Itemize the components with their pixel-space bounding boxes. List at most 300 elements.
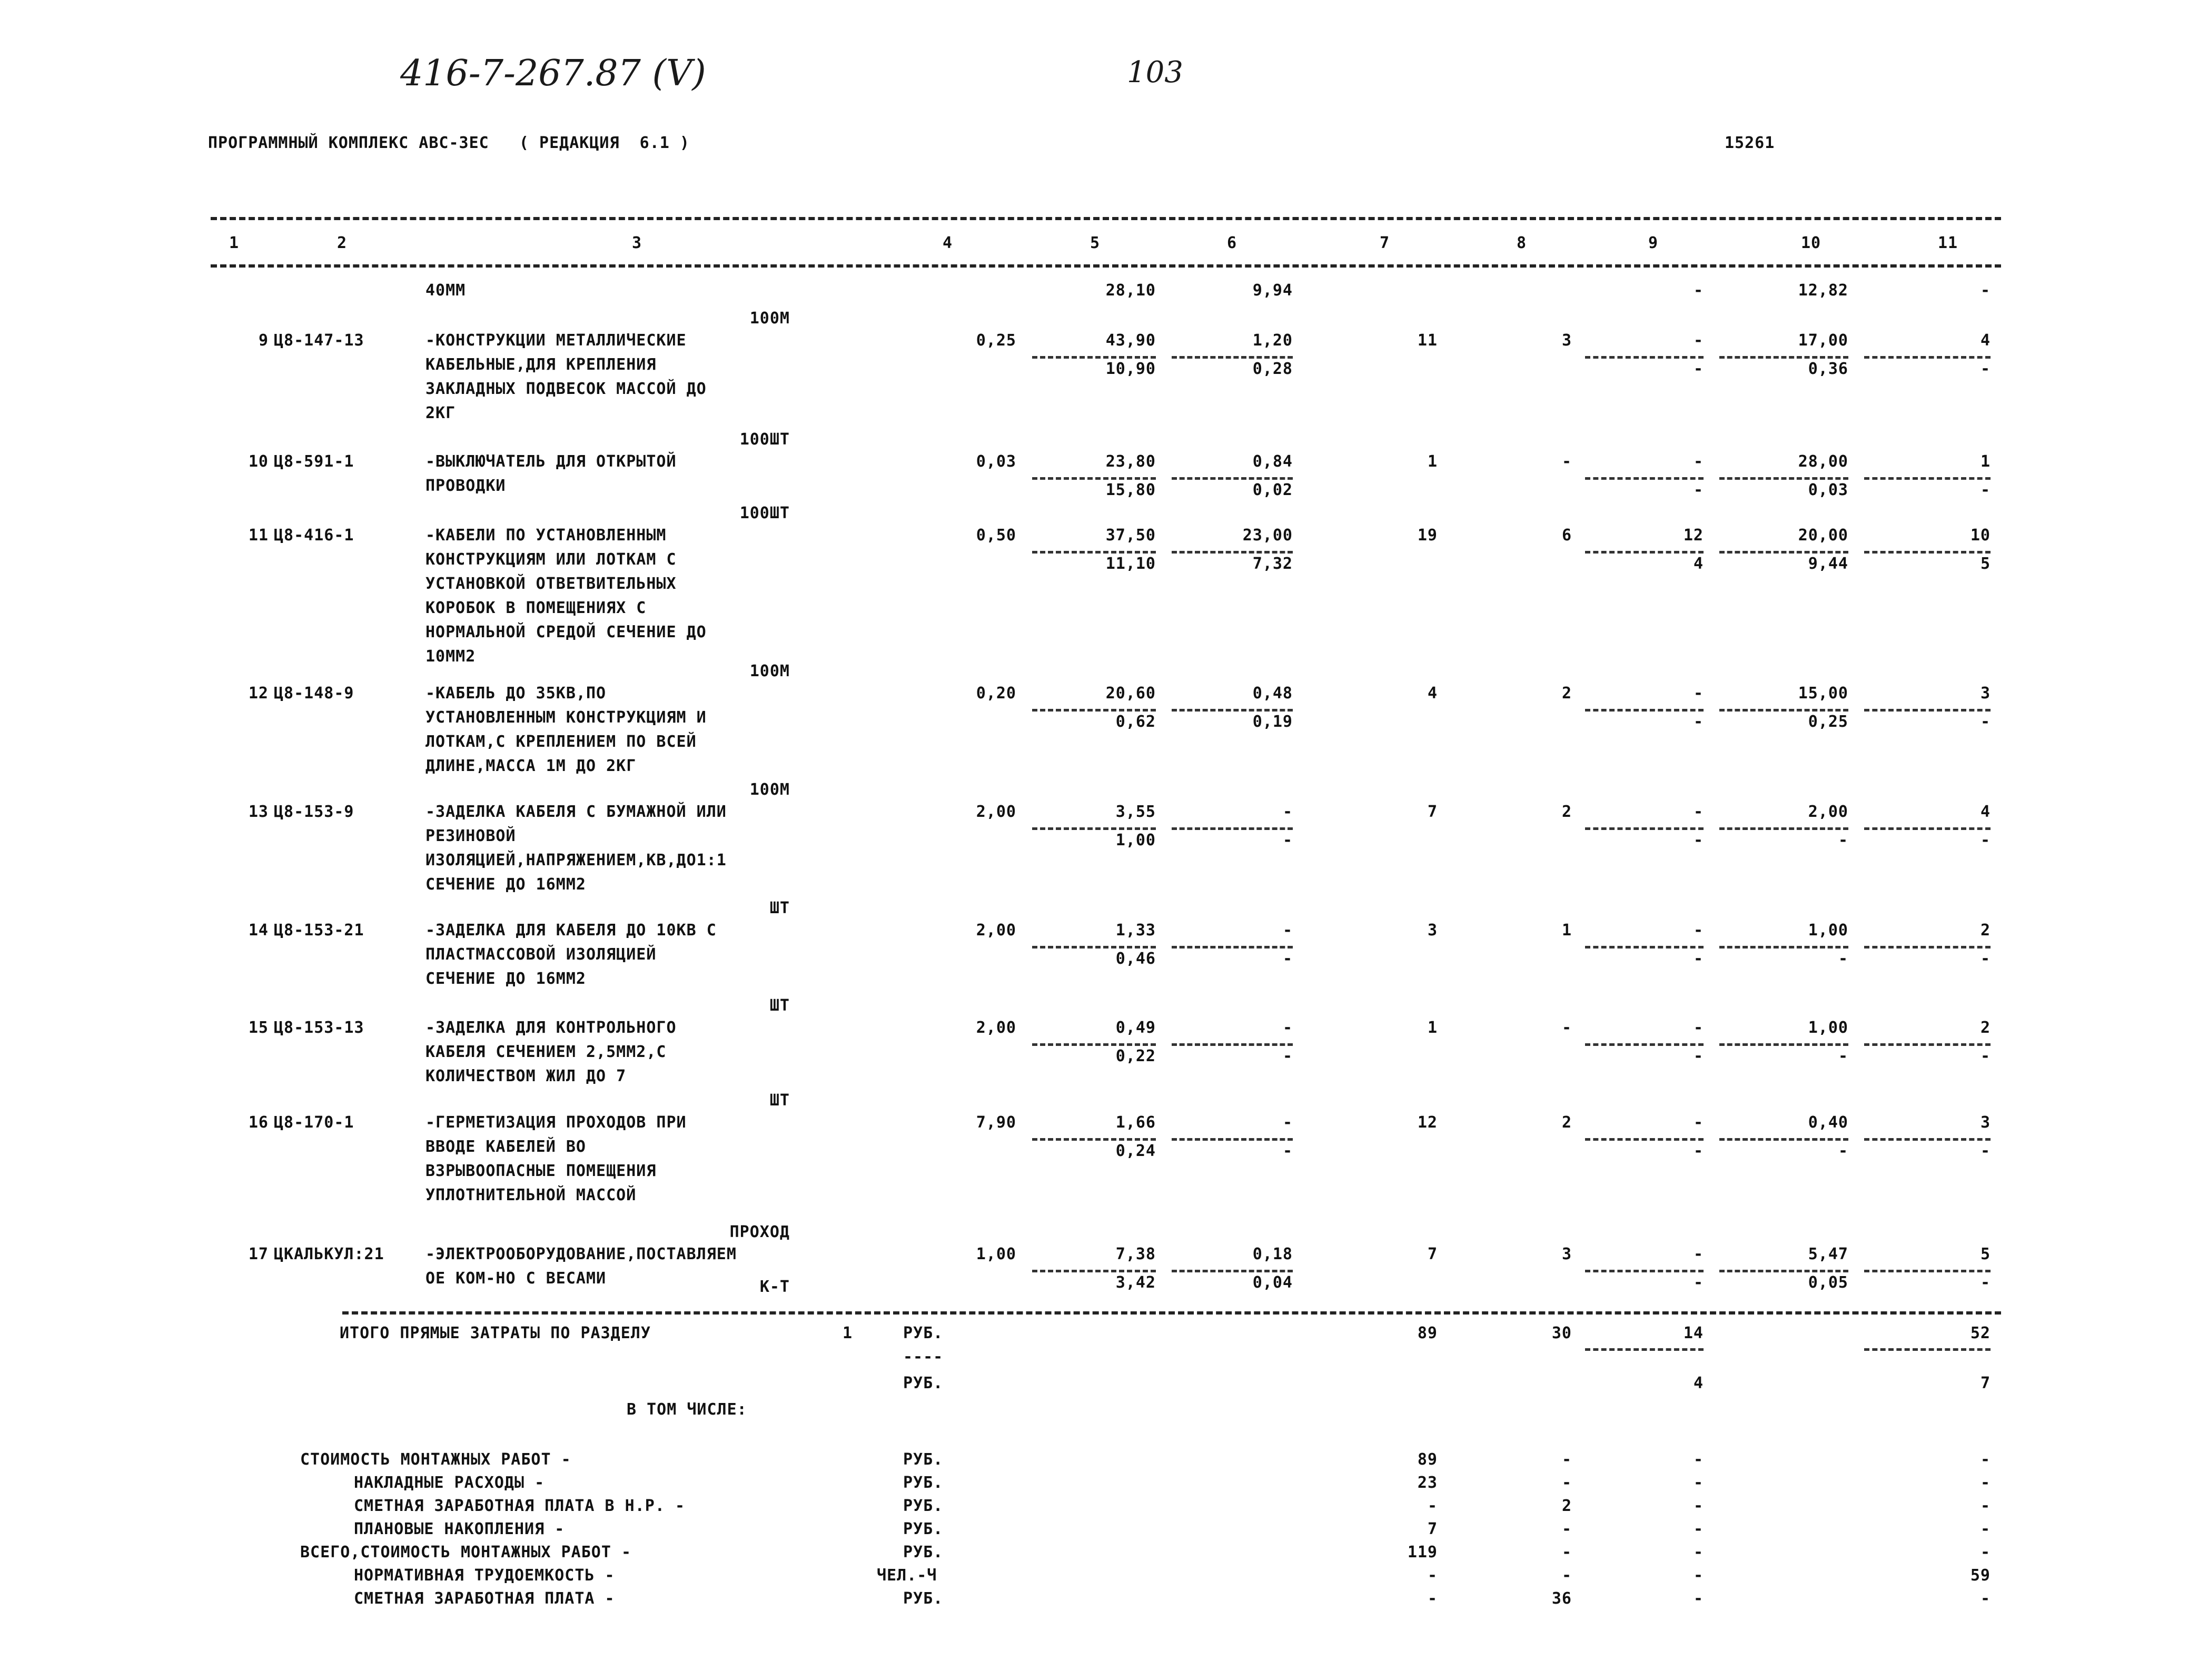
table-top-rule	[211, 217, 2001, 220]
subvalue-rule	[1719, 946, 1848, 948]
summary-c9: -	[1693, 1566, 1704, 1585]
row-code: Ц8-148-9	[274, 684, 354, 703]
table-header-rule	[211, 264, 2001, 268]
cell-sub-c11: -	[1980, 360, 1991, 378]
summary-c7: -	[1427, 1589, 1438, 1608]
cell-sub-c6: -	[1282, 950, 1293, 968]
row-description-line: ПРОВОДКИ	[425, 477, 506, 495]
cell-sub-c10: 0,03	[1808, 481, 1848, 499]
cell-sub-c11: -	[1980, 1273, 1991, 1292]
cell-c11: 10	[1970, 526, 1991, 545]
cell-sub-c5: 0,62	[1115, 713, 1156, 731]
cell-c11: 4	[1980, 331, 1991, 350]
cell-sub-c10: -	[1838, 1142, 1848, 1160]
row-description-line: УПЛОТНИТЕЛЬНОЙ МАССОЙ	[425, 1186, 637, 1204]
subvalue-rule	[1585, 356, 1704, 359]
summary-label: ВСЕГО,СТОИМОСТЬ МОНТАЖНЫХ РАБОТ -	[300, 1543, 632, 1562]
cell-sub-c6: 0,04	[1252, 1273, 1293, 1292]
subvalue-rule	[1864, 551, 1991, 554]
row-code: Ц8-153-9	[274, 803, 354, 821]
cell-c5: 7,38	[1115, 1245, 1156, 1263]
row-description-line: ИЗОЛЯЦИЕЙ,НАПРЯЖЕНИЕМ,КВ,ДО1:1	[425, 851, 727, 869]
row-number: 11	[248, 526, 269, 545]
summary-label: ПЛАНОВЫЕ НАКОПЛЕНИЯ -	[354, 1520, 565, 1538]
cell-c6: 0,18	[1252, 1245, 1293, 1263]
summary-unit: ЧЕЛ.-Ч	[877, 1566, 937, 1585]
cell-sub-c5: 11,10	[1105, 555, 1156, 573]
row-description-line: ЛОТКАМ,С КРЕПЛЕНИЕМ ПО ВСЕЙ	[425, 733, 697, 751]
cell-c10: 2,00	[1808, 803, 1848, 821]
cell-sub-c9: -	[1693, 481, 1704, 499]
row-number: 13	[248, 803, 269, 821]
subvalue-rule	[1585, 1043, 1704, 1046]
row-description-line: ВЗРЫВООПАСНЫЕ ПОМЕЩЕНИЯ	[425, 1162, 657, 1180]
cell-c10: 28,00	[1798, 452, 1848, 471]
subvalue-rule	[1864, 1270, 1991, 1272]
cell-c6: -	[1282, 1113, 1293, 1132]
cell-c6: 0,48	[1252, 684, 1293, 703]
cell-c9: -	[1693, 1019, 1704, 1037]
cell-qty: 2,00	[976, 921, 1016, 940]
cell-sub-c5: 15,80	[1105, 481, 1156, 499]
column-header-4: 4	[943, 234, 953, 252]
cell-c10: 15,00	[1798, 684, 1848, 703]
total-c8: 30	[1551, 1324, 1572, 1342]
subvalue-rule	[1864, 477, 1991, 480]
row-description-line: КАБЕЛЯ СЕЧЕНИЕМ 2,5ММ2,С	[425, 1043, 667, 1061]
cell-c11: 1	[1980, 452, 1991, 471]
cell-c8: 3	[1561, 331, 1572, 350]
row-code: Ц8-153-21	[274, 921, 364, 940]
cell-sub-c9: -	[1693, 360, 1704, 378]
subvalue-rule	[1719, 827, 1848, 830]
cell-c5: 1,33	[1115, 921, 1156, 940]
cell-c5: 0,49	[1115, 1019, 1156, 1037]
cell-sub-c10: 0,05	[1808, 1273, 1848, 1292]
cell-qty: 0,25	[976, 331, 1016, 350]
summary-label: НАКЛАДНЫЕ РАСХОДЫ -	[354, 1474, 545, 1492]
cell-qty: 2,00	[976, 803, 1016, 821]
cell-c8: 1	[1561, 921, 1572, 940]
cell-c6: 9,94	[1252, 281, 1293, 300]
cell-c11: 4	[1980, 803, 1991, 821]
cell-c10: 1,00	[1808, 921, 1848, 940]
total-sub-c9: 4	[1693, 1374, 1704, 1392]
row-description-line: 40ММ	[425, 281, 466, 300]
cell-c8: 6	[1561, 526, 1572, 545]
subvalue-rule	[1172, 946, 1293, 948]
row-description-line: ДЛИНЕ,МАССА 1М ДО 2КГ	[425, 757, 637, 775]
cell-sub-c5: 1,00	[1115, 831, 1156, 849]
cell-c7: 3	[1427, 921, 1438, 940]
total-subvalue-rule	[1585, 1348, 1704, 1351]
row-number: 16	[248, 1113, 269, 1132]
cell-c9: -	[1693, 803, 1704, 821]
cell-sub-c10: -	[1838, 831, 1848, 849]
row-description-line: -КОНСТРУКЦИИ МЕТАЛЛИЧЕСКИЕ	[425, 331, 687, 350]
total-unit-2: РУБ.	[903, 1374, 944, 1392]
subvalue-rule	[1585, 827, 1704, 830]
cell-c11: 2	[1980, 1019, 1991, 1037]
cell-c5: 20,60	[1105, 684, 1156, 703]
cell-qty: 0,50	[976, 526, 1016, 545]
row-unit: 100ШТ	[739, 430, 790, 449]
cell-c7: 19	[1417, 526, 1438, 545]
subvalue-rule	[1585, 709, 1704, 711]
cell-c7: 4	[1427, 684, 1438, 703]
cell-c9: -	[1693, 684, 1704, 703]
cell-sub-c9: -	[1693, 1273, 1704, 1292]
cell-c7: 12	[1417, 1113, 1438, 1132]
cell-sub-c10: 0,36	[1808, 360, 1848, 378]
row-unit: ПРОХОД	[729, 1223, 790, 1241]
cell-sub-c10: 0,25	[1808, 713, 1848, 731]
summary-c11: -	[1980, 1520, 1991, 1538]
row-code: Ц8-147-13	[274, 331, 364, 350]
cell-sub-c6: 0,02	[1252, 481, 1293, 499]
row-description-line: КАБЕЛЬНЫЕ,ДЛЯ КРЕПЛЕНИЯ	[425, 355, 657, 374]
cell-sub-c10: -	[1838, 950, 1848, 968]
total-c9: 14	[1683, 1324, 1704, 1342]
row-number: 14	[248, 921, 269, 940]
cell-c10: 17,00	[1798, 331, 1848, 350]
row-number: 10	[248, 452, 269, 471]
subvalue-rule	[1172, 356, 1293, 359]
cell-qty: 2,00	[976, 1019, 1016, 1037]
cell-c8: 2	[1561, 1113, 1572, 1132]
subvalue-rule	[1032, 827, 1156, 830]
summary-unit: РУБ.	[903, 1474, 944, 1492]
cell-sub-c6: -	[1282, 1047, 1293, 1065]
column-header-9: 9	[1648, 234, 1659, 252]
row-description-line: УСТАНОВЛЕННЫМ КОНСТРУКЦИЯМ И	[425, 708, 707, 727]
subvalue-rule	[1172, 709, 1293, 711]
cell-sub-c11: -	[1980, 713, 1991, 731]
cell-c10: 5,47	[1808, 1245, 1848, 1263]
subvalue-rule	[1864, 709, 1991, 711]
subvalue-rule	[1719, 551, 1848, 554]
summary-unit: РУБ.	[903, 1543, 944, 1562]
row-unit: ШТ	[769, 899, 790, 917]
row-code: Ц8-153-13	[274, 1019, 364, 1037]
subvalue-rule	[1032, 946, 1156, 948]
subvalue-rule	[1172, 1270, 1293, 1272]
row-description-line: -ЗАДЕЛКА ДЛЯ КАБЕЛЯ ДО 10КВ С	[425, 921, 717, 940]
cell-c6: 23,00	[1242, 526, 1293, 545]
row-description-line: -ВЫКЛЮЧАТЕЛЬ ДЛЯ ОТКРЫТОЙ	[425, 452, 677, 471]
column-header-6: 6	[1227, 234, 1237, 252]
cell-sub-c5: 0,24	[1115, 1142, 1156, 1160]
cell-c6: 0,84	[1252, 452, 1293, 471]
row-description-line: УСТАНОВКОЙ ОТВЕТВИТЕЛЬНЫХ	[425, 575, 677, 593]
summary-c8: 2	[1561, 1497, 1572, 1515]
row-description-line: КОНСТРУКЦИЯМ ИЛИ ЛОТКАМ С	[425, 550, 677, 569]
subvalue-rule	[1719, 1043, 1848, 1046]
row-unit: 100М	[749, 662, 790, 680]
cell-sub-c9: -	[1693, 1047, 1704, 1065]
subvalue-rule	[1172, 1043, 1293, 1046]
summary-label: СМЕТНАЯ ЗАРАБОТНАЯ ПЛАТА -	[354, 1589, 615, 1608]
column-header-11: 11	[1938, 234, 1958, 252]
subvalue-rule	[1585, 1270, 1704, 1272]
cell-sub-c5: 3,42	[1115, 1273, 1156, 1292]
cell-c8: -	[1561, 1019, 1572, 1037]
cell-c11: 5	[1980, 1245, 1991, 1263]
cell-sub-c9: -	[1693, 1142, 1704, 1160]
cell-sub-c10: -	[1838, 1047, 1848, 1065]
cell-sub-c5: 0,22	[1115, 1047, 1156, 1065]
row-description-line: ВВОДЕ КАБЕЛЕЙ ВО	[425, 1138, 586, 1156]
cell-sub-c6: 0,28	[1252, 360, 1293, 378]
cell-c11: -	[1980, 281, 1991, 300]
cell-sub-c11: -	[1980, 950, 1991, 968]
subvalue-rule	[1719, 1138, 1848, 1141]
cell-c7: 7	[1427, 803, 1438, 821]
cell-sub-c11: -	[1980, 481, 1991, 499]
column-header-5: 5	[1090, 234, 1101, 252]
row-description-line: 2КГ	[425, 404, 456, 422]
subvalue-rule	[1719, 709, 1848, 711]
cell-c5: 1,66	[1115, 1113, 1156, 1132]
cell-sub-c11: 5	[1980, 555, 1991, 573]
subvalue-rule	[1585, 477, 1704, 480]
column-header-2: 2	[337, 234, 348, 252]
subvalue-rule	[1864, 827, 1991, 830]
cell-sub-c9: -	[1693, 713, 1704, 731]
summary-c9: -	[1693, 1589, 1704, 1608]
cell-sub-c9: -	[1693, 831, 1704, 849]
cell-sub-c6: -	[1282, 1142, 1293, 1160]
subvalue-rule	[1719, 477, 1848, 480]
total-c11: 52	[1970, 1324, 1991, 1342]
subvalue-rule	[1172, 827, 1293, 830]
cell-c9: -	[1693, 452, 1704, 471]
subvalue-rule	[1864, 356, 1991, 359]
cell-c10: 1,00	[1808, 1019, 1848, 1037]
cell-qty: 0,03	[976, 452, 1016, 471]
summary-c7: -	[1427, 1497, 1438, 1515]
row-code: Ц8-416-1	[274, 526, 354, 545]
row-unit: 100М	[749, 780, 790, 799]
subvalue-rule	[1032, 1043, 1156, 1046]
sheet-number: 15261	[1725, 134, 1775, 152]
row-description-line: -ЭЛЕКТРООБОРУДОВАНИЕ,ПОСТАВЛЯЕМ	[425, 1245, 737, 1263]
summary-c11: -	[1980, 1543, 1991, 1562]
subvalue-rule	[1719, 1270, 1848, 1272]
cell-c8: 2	[1561, 684, 1572, 703]
row-unit: ШТ	[769, 1091, 790, 1110]
cell-sub-c9: 4	[1693, 555, 1704, 573]
summary-unit: РУБ.	[903, 1497, 944, 1515]
cell-c10: 20,00	[1798, 526, 1848, 545]
cell-qty: 1,00	[976, 1245, 1016, 1263]
summary-c7: 89	[1417, 1450, 1438, 1469]
row-description-line: КОРОБОК В ПОМЕЩЕНИЯХ С	[425, 599, 647, 617]
cell-c6: 1,20	[1252, 331, 1293, 350]
including-label: В ТОМ ЧИСЛЕ:	[627, 1400, 747, 1419]
summary-c8: 36	[1551, 1589, 1572, 1608]
cell-sub-c5: 10,90	[1105, 360, 1156, 378]
cell-c6: -	[1282, 1019, 1293, 1037]
cell-qty: 7,90	[976, 1113, 1016, 1132]
summary-label: НОРМАТИВНАЯ ТРУДОЕМКОСТЬ -	[354, 1566, 615, 1585]
row-code: ЦКАЛЬКУЛ:21	[274, 1245, 384, 1263]
summary-c8: -	[1561, 1543, 1572, 1562]
cell-c5: 23,80	[1105, 452, 1156, 471]
row-description-line: -КАБЕЛЬ ДО 35КВ,ПО	[425, 684, 607, 703]
summary-label: СТОИМОСТЬ МОНТАЖНЫХ РАБОТ -	[300, 1450, 571, 1469]
summary-c7: -	[1427, 1566, 1438, 1585]
cell-c7: 1	[1427, 452, 1438, 471]
cell-c5: 3,55	[1115, 803, 1156, 821]
subvalue-rule	[1032, 551, 1156, 554]
summary-c7: 23	[1417, 1474, 1438, 1492]
column-header-1: 1	[229, 234, 240, 252]
total-unit: РУБ.	[903, 1324, 944, 1342]
summary-c9: -	[1693, 1497, 1704, 1515]
row-description-line: 10ММ2	[425, 647, 476, 666]
cell-sub-c11: -	[1980, 1142, 1991, 1160]
total-unit-dash: ----	[903, 1348, 944, 1366]
summary-unit: РУБ.	[903, 1450, 944, 1469]
summary-c11: -	[1980, 1589, 1991, 1608]
subvalue-rule	[1172, 1138, 1293, 1141]
row-description-line: -ГЕРМЕТИЗАЦИЯ ПРОХОДОВ ПРИ	[425, 1113, 687, 1132]
row-unit: К-Т	[759, 1278, 790, 1296]
subvalue-rule	[1585, 1138, 1704, 1141]
column-header-10: 10	[1801, 234, 1821, 252]
cell-c7: 1	[1427, 1019, 1438, 1037]
subvalue-rule	[1032, 709, 1156, 711]
summary-c7: 7	[1427, 1520, 1438, 1538]
summary-unit: РУБ.	[903, 1589, 944, 1608]
subvalue-rule	[1585, 946, 1704, 948]
column-header-3: 3	[632, 234, 642, 252]
cell-sub-c6: 7,32	[1252, 555, 1293, 573]
summary-c9: -	[1693, 1520, 1704, 1538]
cell-sub-c11: -	[1980, 1047, 1991, 1065]
total-sub-c11: 7	[1980, 1374, 1991, 1392]
total-section: 1	[843, 1324, 853, 1342]
subvalue-rule	[1032, 356, 1156, 359]
cell-c11: 3	[1980, 684, 1991, 703]
cell-c10: 12,82	[1798, 281, 1848, 300]
summary-c8: -	[1561, 1450, 1572, 1469]
cell-c10: 0,40	[1808, 1113, 1848, 1132]
program-header: ПРОГРАММНЫЙ КОМПЛЕКС АВС-3ЕС ( РЕДАКЦИЯ 6.1 )	[208, 134, 690, 152]
cell-c9: -	[1693, 921, 1704, 940]
cell-sub-c5: 0,46	[1115, 950, 1156, 968]
subvalue-rule	[1172, 477, 1293, 480]
row-description-line: -КАБЕЛИ ПО УСТАНОВЛЕННЫМ	[425, 526, 667, 545]
row-description-line: -ЗАДЕЛКА КАБЕЛЯ С БУМАЖНОЙ ИЛИ	[425, 803, 727, 821]
row-code: Ц8-170-1	[274, 1113, 354, 1132]
row-description-line: РЕЗИНОВОЙ	[425, 827, 516, 845]
summary-c8: -	[1561, 1566, 1572, 1585]
row-code: Ц8-591-1	[274, 452, 354, 471]
subvalue-rule	[1864, 1138, 1991, 1141]
summary-c11: -	[1980, 1474, 1991, 1492]
cell-c9: -	[1693, 281, 1704, 300]
subvalue-rule	[1032, 1138, 1156, 1141]
summary-c8: -	[1561, 1520, 1572, 1538]
summary-c11: -	[1980, 1450, 1991, 1469]
summary-c9: -	[1693, 1474, 1704, 1492]
row-description-line: ОЕ КОМ-НО С ВЕСАМИ	[425, 1269, 607, 1288]
row-description-line: -ЗАДЕЛКА ДЛЯ КОНТРОЛЬНОГО	[425, 1019, 677, 1037]
summary-c11: 59	[1970, 1566, 1991, 1585]
subvalue-rule	[1172, 551, 1293, 554]
summary-unit: РУБ.	[903, 1520, 944, 1538]
cell-c8: 3	[1561, 1245, 1572, 1263]
summary-label: СМЕТНАЯ ЗАРАБОТНАЯ ПЛАТА В Н.Р. -	[354, 1497, 686, 1515]
column-header-7: 7	[1380, 234, 1390, 252]
cell-c7: 11	[1417, 331, 1438, 350]
row-description-line: ПЛАСТМАССОВОЙ ИЗОЛЯЦИЕЙ	[425, 945, 657, 964]
summary-c7: 119	[1407, 1543, 1438, 1562]
total-c7: 89	[1417, 1324, 1438, 1342]
cell-c5: 43,90	[1105, 331, 1156, 350]
row-description-line: ЗАКЛАДНЫХ ПОДВЕСОК МАССОЙ ДО	[425, 380, 707, 398]
cell-c9: -	[1693, 331, 1704, 350]
cell-c5: 28,10	[1105, 281, 1156, 300]
row-unit: ШТ	[769, 996, 790, 1015]
handwritten-page-number: 103	[1127, 55, 1183, 90]
cell-c7: 7	[1427, 1245, 1438, 1263]
summary-c8: -	[1561, 1474, 1572, 1492]
cell-c5: 37,50	[1105, 526, 1156, 545]
cell-c9: 12	[1683, 526, 1704, 545]
cell-sub-c6: -	[1282, 831, 1293, 849]
row-description-line: СЕЧЕНИЕ ДО 16ММ2	[425, 970, 586, 988]
cell-sub-c11: -	[1980, 831, 1991, 849]
row-number: 9	[258, 331, 269, 350]
column-header-8: 8	[1517, 234, 1527, 252]
row-unit: 100М	[749, 309, 790, 328]
row-description-line: СЕЧЕНИЕ ДО 16ММ2	[425, 875, 586, 894]
row-number: 15	[248, 1019, 269, 1037]
cell-c11: 2	[1980, 921, 1991, 940]
cell-c9: -	[1693, 1245, 1704, 1263]
total-rule	[342, 1311, 2001, 1315]
subvalue-rule	[1864, 946, 1991, 948]
summary-c9: -	[1693, 1543, 1704, 1562]
cell-c8: 2	[1561, 803, 1572, 821]
handwritten-doc-code: 416-7-267.87 (Ⅴ)	[400, 53, 706, 94]
cell-sub-c10: 9,44	[1808, 555, 1848, 573]
cell-c9: -	[1693, 1113, 1704, 1132]
cell-sub-c6: 0,19	[1252, 713, 1293, 731]
subvalue-rule	[1585, 551, 1704, 554]
subvalue-rule	[1719, 356, 1848, 359]
row-number: 12	[248, 684, 269, 703]
summary-c9: -	[1693, 1450, 1704, 1469]
row-description-line: КОЛИЧЕСТВОМ ЖИЛ ДО 7	[425, 1067, 627, 1085]
subvalue-rule	[1864, 1043, 1991, 1046]
cell-c6: -	[1282, 803, 1293, 821]
cell-c6: -	[1282, 921, 1293, 940]
cell-qty: 0,20	[976, 684, 1016, 703]
row-number: 17	[248, 1245, 269, 1263]
row-unit: 100ШТ	[739, 504, 790, 522]
subvalue-rule	[1032, 477, 1156, 480]
subvalue-rule	[1032, 1270, 1156, 1272]
cell-sub-c9: -	[1693, 950, 1704, 968]
summary-c11: -	[1980, 1497, 1991, 1515]
row-description-line: НОРМАЛЬНОЙ СРЕДОЙ СЕЧЕНИЕ ДО	[425, 623, 707, 641]
cell-c11: 3	[1980, 1113, 1991, 1132]
cell-c8: -	[1561, 452, 1572, 471]
